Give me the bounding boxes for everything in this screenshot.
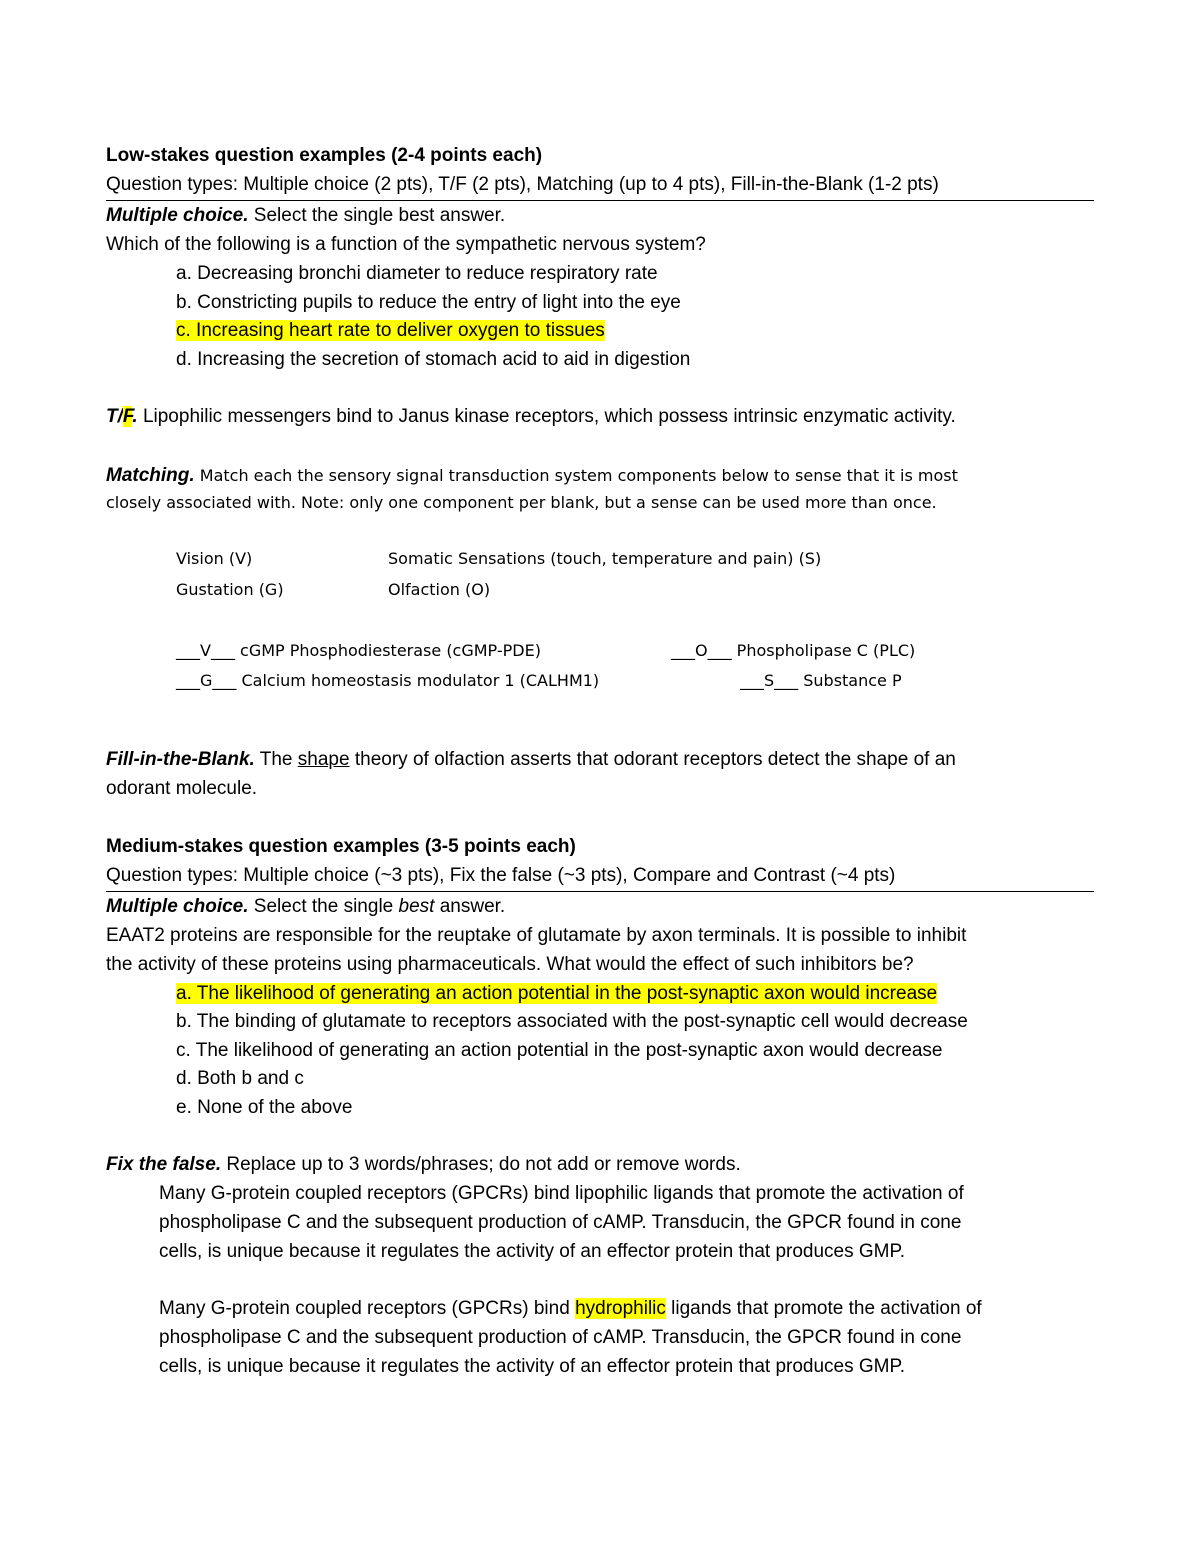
mc2-option-b: b. The binding of glutamate to receptors associated with the post-synaptic cell would decrease: [176, 1011, 968, 1032]
fill-line-2: odorant molecule.: [106, 778, 258, 799]
matching-item-plc: ___O___ Phospholipase C (PLC): [671, 641, 916, 660]
fix-instruction: Replace up to 3 words/phrases; do not add or remove words.: [221, 1154, 741, 1175]
mc-instruction: Select the single best answer.: [248, 205, 506, 226]
mc2-question-2: the activity of these proteins using pharmaceuticals. What would the effect of such inhibitors be?: [106, 954, 914, 975]
fix-instruction-line: [106, 1152, 741, 1178]
mc2-option-a-highlight: a. The likelihood of generating an action potential in the post-synaptic axon would increase: [176, 983, 938, 1004]
mc-option-a: a. Decreasing bronchi diameter to reduce respiratory rate: [176, 263, 658, 284]
fix-label: Fix the false.: [106, 1154, 222, 1175]
tf-line: [106, 404, 956, 430]
mc2-option-a: [176, 981, 937, 1007]
mc-instruction-line: [106, 203, 505, 229]
matching-line-2: closely associated with. Note: only one component per blank, but a sense can be used more than once.: [106, 493, 937, 512]
medium-stakes-question-types: Question types: Multiple choice (~3 pts), Fix the false (~3 pts), Compare and Contrast (~4 pts): [106, 865, 896, 886]
mc-label: Multiple choice.: [106, 205, 249, 226]
medium-stakes-heading: Medium-stakes question examples (3-5 points each): [106, 836, 576, 857]
tf-label-t: T/: [106, 406, 123, 427]
mc2-instr-pre: Select the single: [248, 896, 399, 917]
mc-option-d: d. Increasing the secretion of stomach acid to aid in digestion: [176, 349, 691, 370]
matching-label: Matching.: [106, 465, 195, 486]
mc2-instruction-line: [106, 894, 505, 920]
tf-label-dot: .: [132, 406, 138, 427]
sense-somatic: Somatic Sensations (touch, temperature and pain) (S): [388, 549, 822, 568]
low-stakes-question-types: Question types: Multiple choice (2 pts), T/F (2 pts), Matching (up to 4 pts), Fill-in-the-Blank (1-2 pts): [106, 174, 939, 195]
fill-label: Fill-in-the-Blank.: [106, 749, 255, 770]
low-stakes-heading: Low-stakes question examples (2-4 points each): [106, 145, 543, 166]
matching-item-calhm1: ___G___ Calcium homeostasis modulator 1 (CALHM1): [176, 671, 600, 690]
fill-answer: shape: [297, 749, 350, 770]
sense-gustation: Gustation (G): [176, 580, 284, 599]
fix-original-line-2: phospholipase C and the subsequent production of cAMP. Transducin, the GPCR found in cone: [159, 1212, 962, 1233]
sense-vision: Vision (V): [176, 549, 253, 568]
mc-option-c: [176, 318, 605, 344]
sense-olfaction: Olfaction (O): [388, 580, 491, 599]
mc2-instr-em: best: [398, 896, 435, 917]
fix-original-line-3: cells, is unique because it regulates the activity of an effector protein that produces GMP.: [159, 1241, 906, 1262]
fill-line-1: [106, 747, 956, 773]
fill-pre: The: [254, 749, 298, 770]
fix-original-line-1: Many G-protein coupled receptors (GPCRs) bind lipophilic ligands that promote the activation of: [159, 1183, 964, 1204]
matching-line-1: [106, 463, 958, 489]
mc2-instr-post: answer.: [434, 896, 506, 917]
fix-answer-pre: Many G-protein coupled receptors (GPCRs) bind: [159, 1298, 576, 1319]
matching-item-substance-p: ___S___ Substance P: [740, 671, 902, 690]
divider-rule-2: [106, 891, 1094, 892]
matching-item-cgmp-pde: ___V___ cGMP Phosphodiesterase (cGMP-PDE): [176, 641, 541, 660]
mc2-option-c: c. The likelihood of generating an action potential in the post-synaptic axon would decrease: [176, 1040, 943, 1061]
fill-post: theory of olfaction asserts that odorant receptors detect the shape of an: [349, 749, 956, 770]
mc2-label: Multiple choice.: [106, 896, 249, 917]
mc2-option-e: e. None of the above: [176, 1097, 353, 1118]
fix-answer-line-1: [159, 1296, 982, 1322]
mc-option-c-highlight: c. Increasing heart rate to deliver oxygen to tissues: [176, 320, 605, 341]
fix-answer-post: ligands that promote the activation of: [665, 1298, 982, 1319]
divider-rule: [106, 200, 1094, 201]
mc-question: Which of the following is a function of the sympathetic nervous system?: [106, 234, 706, 255]
tf-statement: Lipophilic messengers bind to Janus kinase receptors, which possess intrinsic enzymatic activity.: [137, 406, 956, 427]
tf-label-f: F: [122, 406, 133, 427]
mc2-question-1: EAAT2 proteins are responsible for the reuptake of glutamate by axon terminals. It is possible to inhibit: [106, 925, 967, 946]
fix-answer-line-2: phospholipase C and the subsequent production of cAMP. Transducin, the GPCR found in cone: [159, 1327, 962, 1348]
mc-option-b: b. Constricting pupils to reduce the entry of light into the eye: [176, 292, 681, 313]
matching-instruction: Match each the sensory signal transduction system components below to sense that it is most: [194, 466, 958, 485]
fix-answer-highlight: hydrophilic: [575, 1298, 666, 1319]
fix-answer-line-3: cells, is unique because it regulates the activity of an effector protein that produces GMP.: [159, 1356, 906, 1377]
mc2-option-d: d. Both b and c: [176, 1068, 304, 1089]
